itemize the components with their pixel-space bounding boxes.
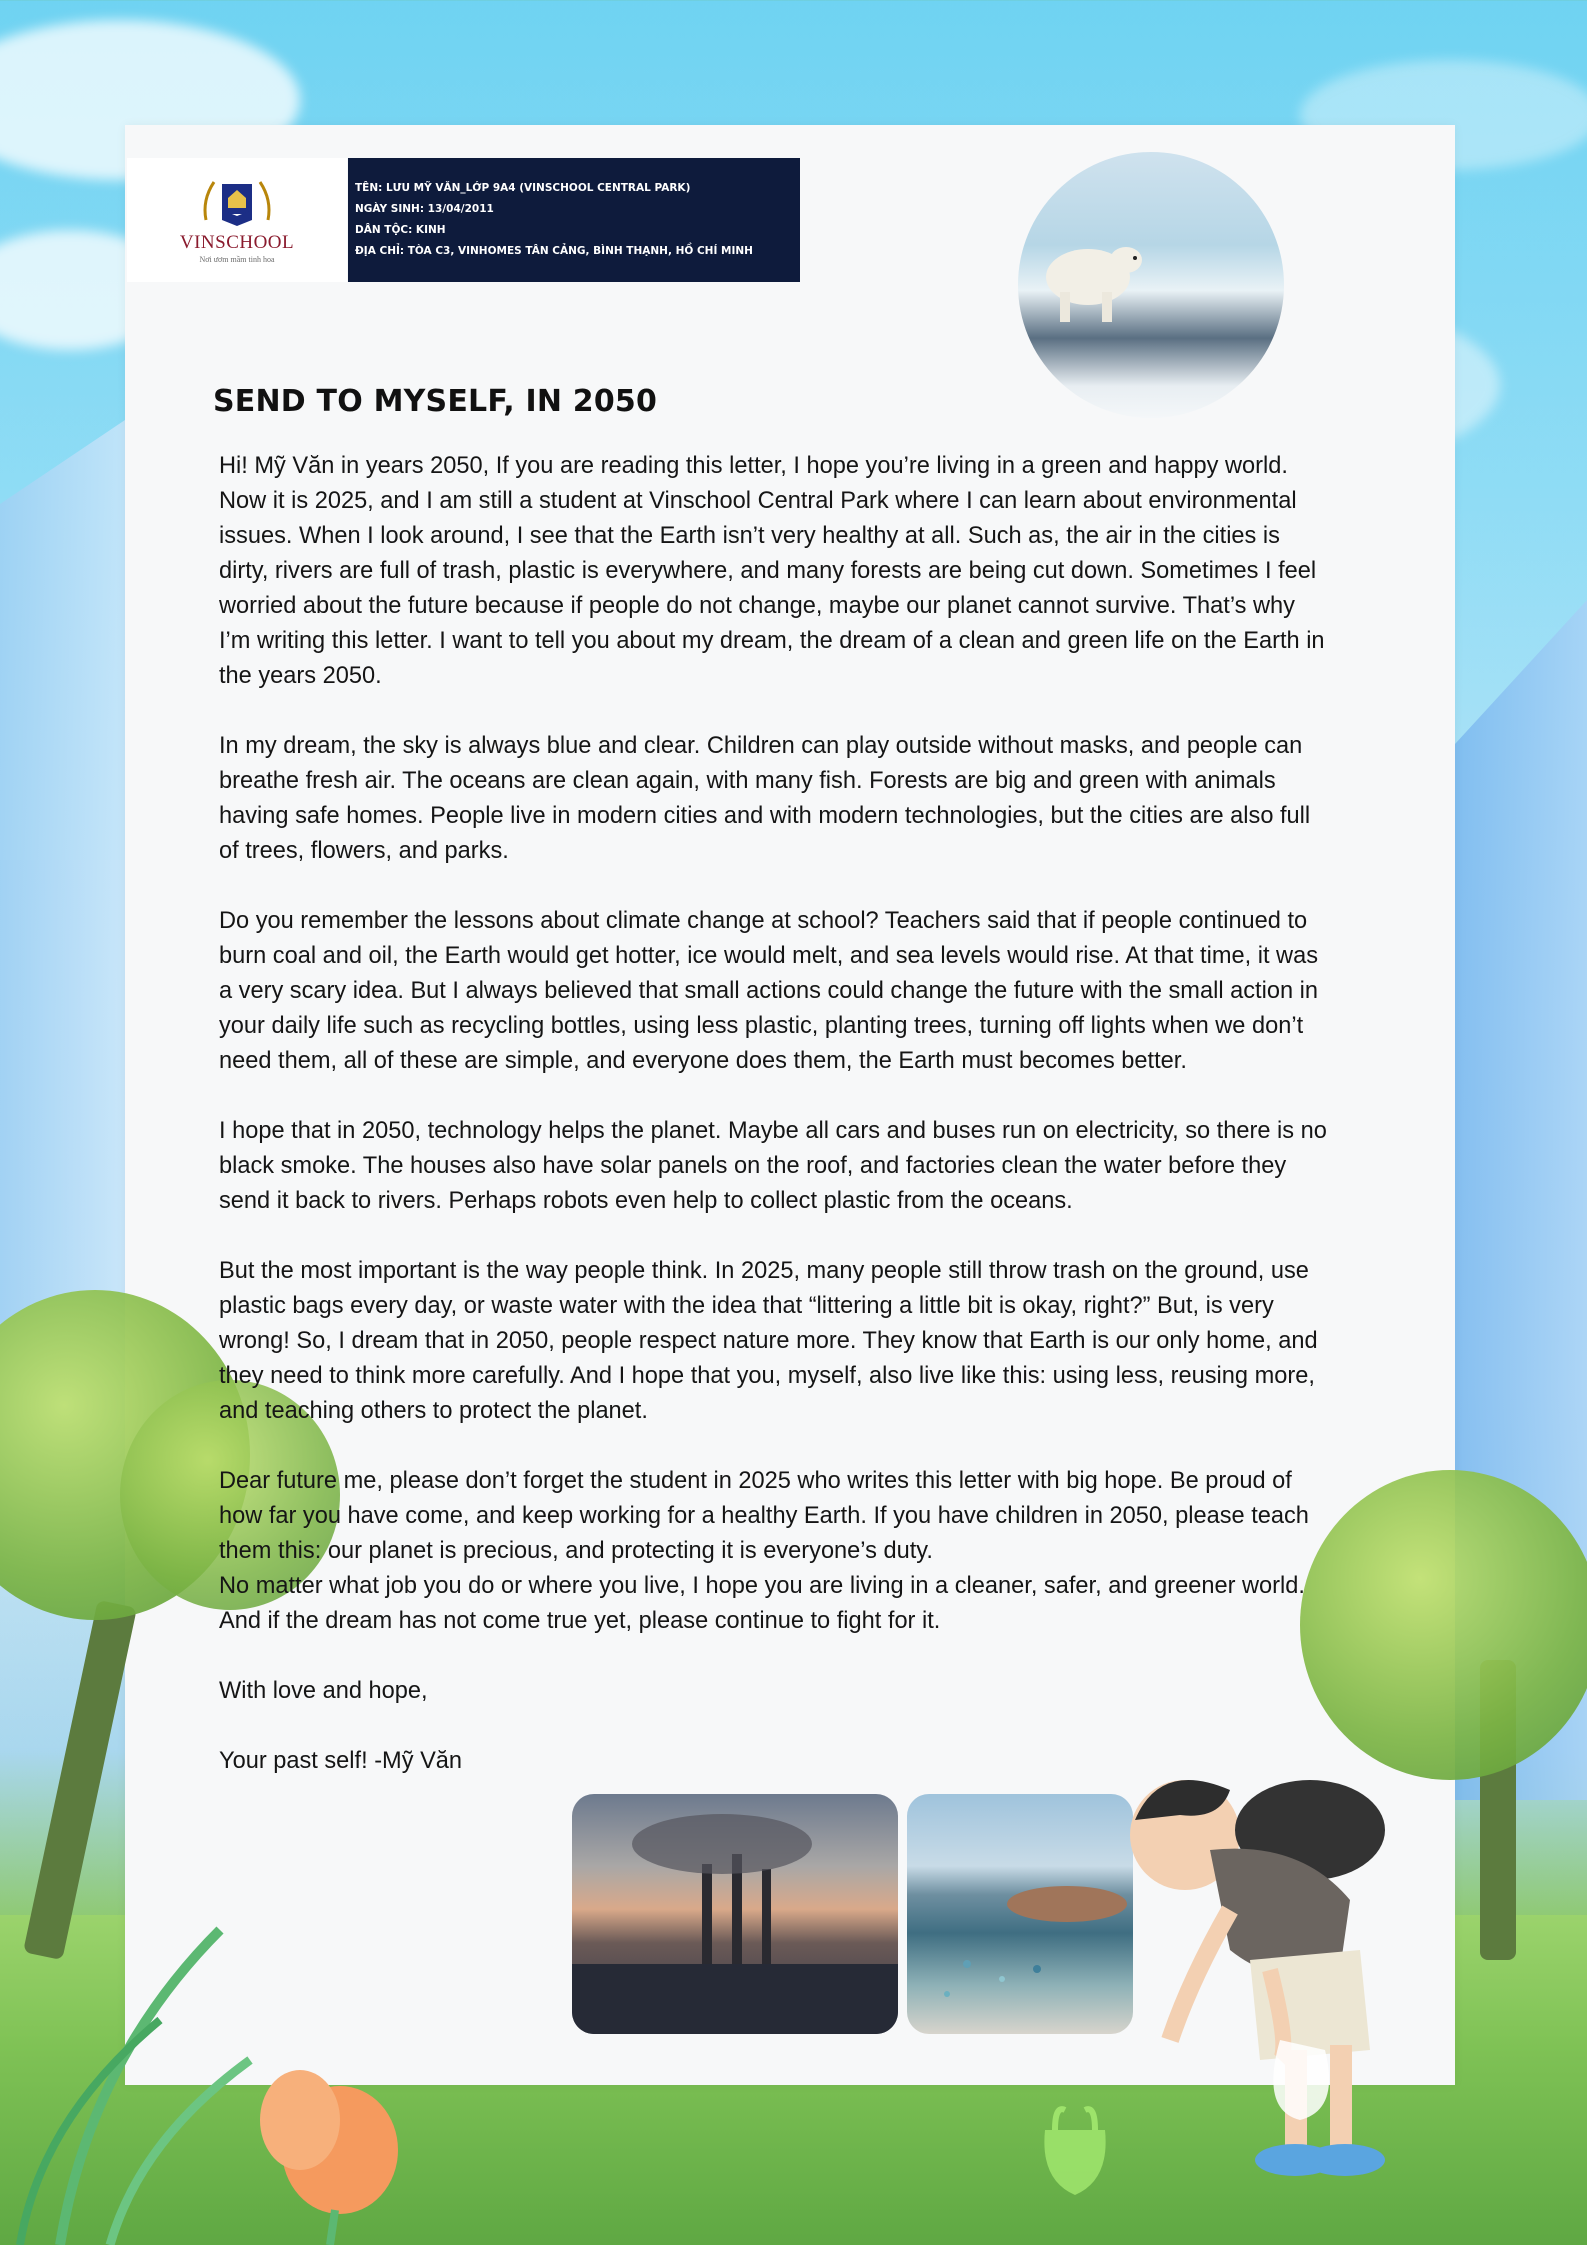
- student-address: ĐỊA CHỈ: TÒA C3, VINHOMES TÂN CẢNG, BÌNH THẠNH, HỒ CHÍ MINH: [355, 245, 753, 257]
- paragraph-3: Do you remember the lessons about climate change at school? Teachers said that if people continued to burn coal and oil, the Earth would get hotter, ice would melt, and sea levels would rise. At that time, it was a very scary idea. But I always believed that small actions could change the future with the small action in your daily life such as recycling bottles, using less plastic, planting trees, turning off lights when we don’t need them, all of these are simple, and everyone does them, the Earth must becomes better.: [219, 908, 1319, 1074]
- factory-illustration: [572, 1794, 898, 2034]
- plastic-bag-icon: [1030, 2100, 1120, 2200]
- logo-wordmark: VINSCHOOL: [179, 232, 295, 253]
- student-ethnicity: DÂN TỘC: KINH: [355, 224, 446, 236]
- letter-body: [219, 449, 1329, 1814]
- polar-bear-photo: [1018, 152, 1284, 418]
- paragraph-5: But the most important is the way people think. In 2025, many people still throw trash on the ground, use plastic bags every day, or waste water with the idea that “littering a little bit is okay, right?” But, is very wrong! So, I dream that in 2050, people respect nature more. They know that Earth is our only home, and they need to think more carefully. And I hope that you, myself, also live like this: using less, reusing more, and teaching others to protect the planet.: [219, 1258, 1318, 1424]
- student-birthdate: NGÀY SINH: 13/04/2011: [355, 203, 494, 215]
- factory-smoke-photo: [572, 1794, 898, 2034]
- right-tree: [1300, 1470, 1587, 1780]
- book-crest-icon: [198, 176, 276, 230]
- paragraph-4: I hope that in 2050, technology helps the planet. Maybe all cars and buses run on electricity, so there is no black smoke. The houses also have solar panels on the roof, and factories clean the water before they send it back to rivers. Perhaps robots even help to collect plastic from the oceans.: [219, 1118, 1327, 1214]
- letter-signature: Your past self! -Mỹ Văn: [219, 1748, 463, 1774]
- child-picking-trash-illustration: [1100, 1760, 1450, 2190]
- letter-title: SEND TO MYSELF, IN 2050: [213, 384, 658, 419]
- school-logo: [127, 158, 347, 282]
- polar-bear-illustration: [1018, 152, 1284, 418]
- paragraph-2: In my dream, the sky is always blue and clear. Children can play outside without masks, and people can breathe fresh air. The oceans are clean again, with many fish. Forests are big and green with animals having safe homes. People live in modern cities and with modern technologies, but the cities are also full of trees, flowers, and parks.: [219, 733, 1311, 864]
- letter-closing: With love and hope,: [219, 1678, 428, 1704]
- paragraph-1: Hi! Mỹ Văn in years 2050, If you are reading this letter, I hope you’re living in a green and happy world. Now it is 2025, and I am still a student at Vinschool Central Park where I can learn about environmental issues. When I look around, I see that the Earth isn’t very healthy at all. Such as, the air in the cities is dirty, rivers are full of trash, plastic is everywhere, and many forests are being cut down. Sometimes I feel worried about the future because if people do not change, maybe our planet cannot survive. That’s why I’m writing this letter. I want to tell you about my dream, the dream of a clean and green life on the Earth in the years 2050.: [219, 453, 1325, 689]
- logo-tagline: Nơi ươm mầm tinh hoa: [199, 255, 275, 264]
- paragraph-7: No matter what job you do or where you live, I hope you are living in a cleaner, safer, and greener world. And if the dream has not come true yet, please continue to fight for it.: [219, 1573, 1305, 1634]
- student-name: TÊN: LƯU MỸ VĂN_LỚP 9A4 (VINSCHOOL CENTRAL PARK): [355, 182, 691, 194]
- student-info-box: [348, 158, 800, 282]
- paragraph-6: Dear future me, please don’t forget the student in 2025 who writes this letter with big hope. Be proud of how far you have come, and keep working for a healthy Earth. If you have children in 2050, please teach them this: our planet is precious, and protecting it is everyone’s duty.: [219, 1468, 1309, 1564]
- flower-grass-illustration: [0, 1760, 430, 2245]
